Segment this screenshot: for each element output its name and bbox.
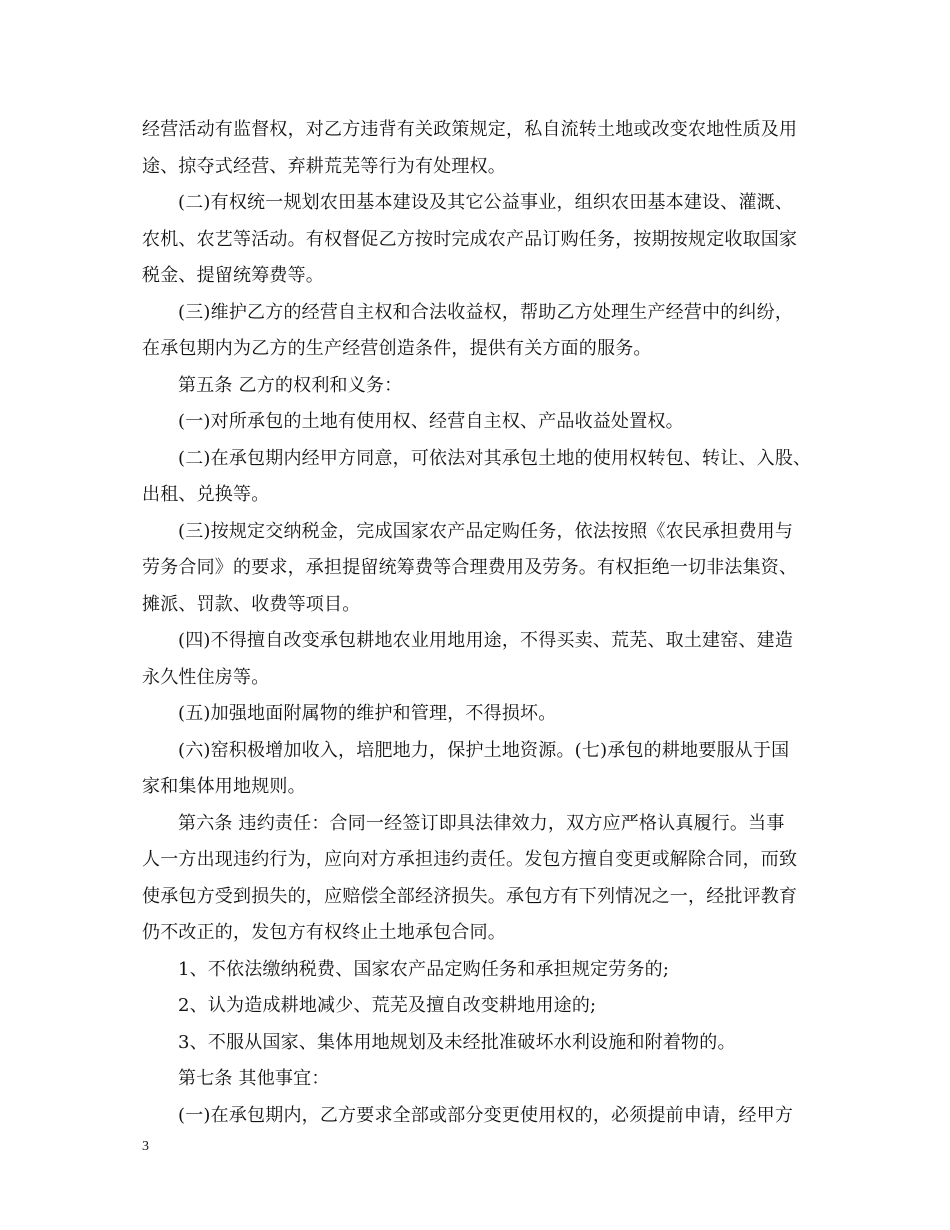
- document-line: 摊派、罚款、收费等项目。: [142, 593, 361, 615]
- document-line: (五)加强地面附属物的维护和管理，不得损坏。: [178, 703, 557, 724]
- document-line: (六)窑积极增加收入，培肥地力，保护土地资源。(七)承包的耕地要服从于国: [178, 739, 790, 761]
- document-line: 税金、提留统筹费等。: [142, 265, 324, 286]
- document-line: (三)维护乙方的经营自主权和合法收益权，帮助乙方处理生产经营中的纠纷，: [178, 301, 794, 323]
- document-line: 2、认为造成耕地减少、荒芜及擅自改变耕地用途的;: [178, 995, 597, 1016]
- document-line: 3、不服从国家、集体用地规划及未经批准破坏水利设施和附着物的。: [178, 1031, 736, 1053]
- document-line: 劳务合同》的要求，承担提留统筹费等合理费用及劳务。有权拒绝一切非法集资、: [142, 557, 798, 578]
- document-line: (三)按规定交纳税金，完成国家农产品定购任务，依法按照《农民承担费用与: [178, 520, 794, 542]
- document-line: 使承包方受到损失的，应赔偿全部经济损失。承包方有下列情况之一，经批评教育: [142, 885, 798, 907]
- document-line: 农机、农艺等活动。有权督促乙方按时完成农产品订购任务，按期按规定收取国家: [142, 228, 798, 250]
- document-line: 第七条 其他事宜：: [178, 1068, 330, 1089]
- document-line: 在承包期内为乙方的生产经营创造条件，提供有关方面的服务。: [142, 338, 652, 359]
- document-line: (一)在承包期内，乙方要求全部或部分变更使用权的，必须提前申请，经甲方: [178, 1104, 794, 1126]
- document-line: 仍不改正的，发包方有权终止土地承包合同。: [142, 922, 506, 943]
- document-line: 出租、兑换等。: [142, 484, 270, 505]
- document-line: 第六条 违约责任：合同一经签订即具法律效力，双方应严格认真履行。当事: [178, 812, 785, 834]
- document-line: 1、不依法缴纳税费、国家农产品定购任务和承担规定劳务的;: [178, 958, 670, 980]
- document-body: [142, 112, 826, 1134]
- document-line: 永久性住房等。: [142, 666, 270, 688]
- document-line: 第五条 乙方的权利和义务：: [178, 374, 403, 396]
- page-number: 3: [142, 1139, 149, 1154]
- document-line: (一)对所承包的土地有使用权、经营自主权、产品收益处置权。: [178, 411, 684, 432]
- document-line: (二)在承包期内经甲方同意，可依法对其承包土地的使用权转包、转让、入股、: [178, 447, 812, 469]
- document-line: 经营活动有监督权，对乙方违背有关政策规定，私自流转土地或改变农地性质及用: [142, 119, 798, 140]
- document-line: 家和集体用地规则。: [142, 776, 306, 797]
- document-line: (二)有权统一规划农田基本建设及其它公益事业，组织农田基本建设、灌溉、: [178, 192, 794, 213]
- document-line: 人一方出现违约行为，应向对方承担违约责任。发包方擅自变更或解除合同，而致: [142, 849, 798, 870]
- document-line: (四)不得擅自改变承包耕地农业用地用途，不得买卖、荒芜、取土建窑、建造: [178, 630, 794, 651]
- document-line: 途、掠夺式经营、弃耕荒芜等行为有处理权。: [142, 155, 506, 177]
